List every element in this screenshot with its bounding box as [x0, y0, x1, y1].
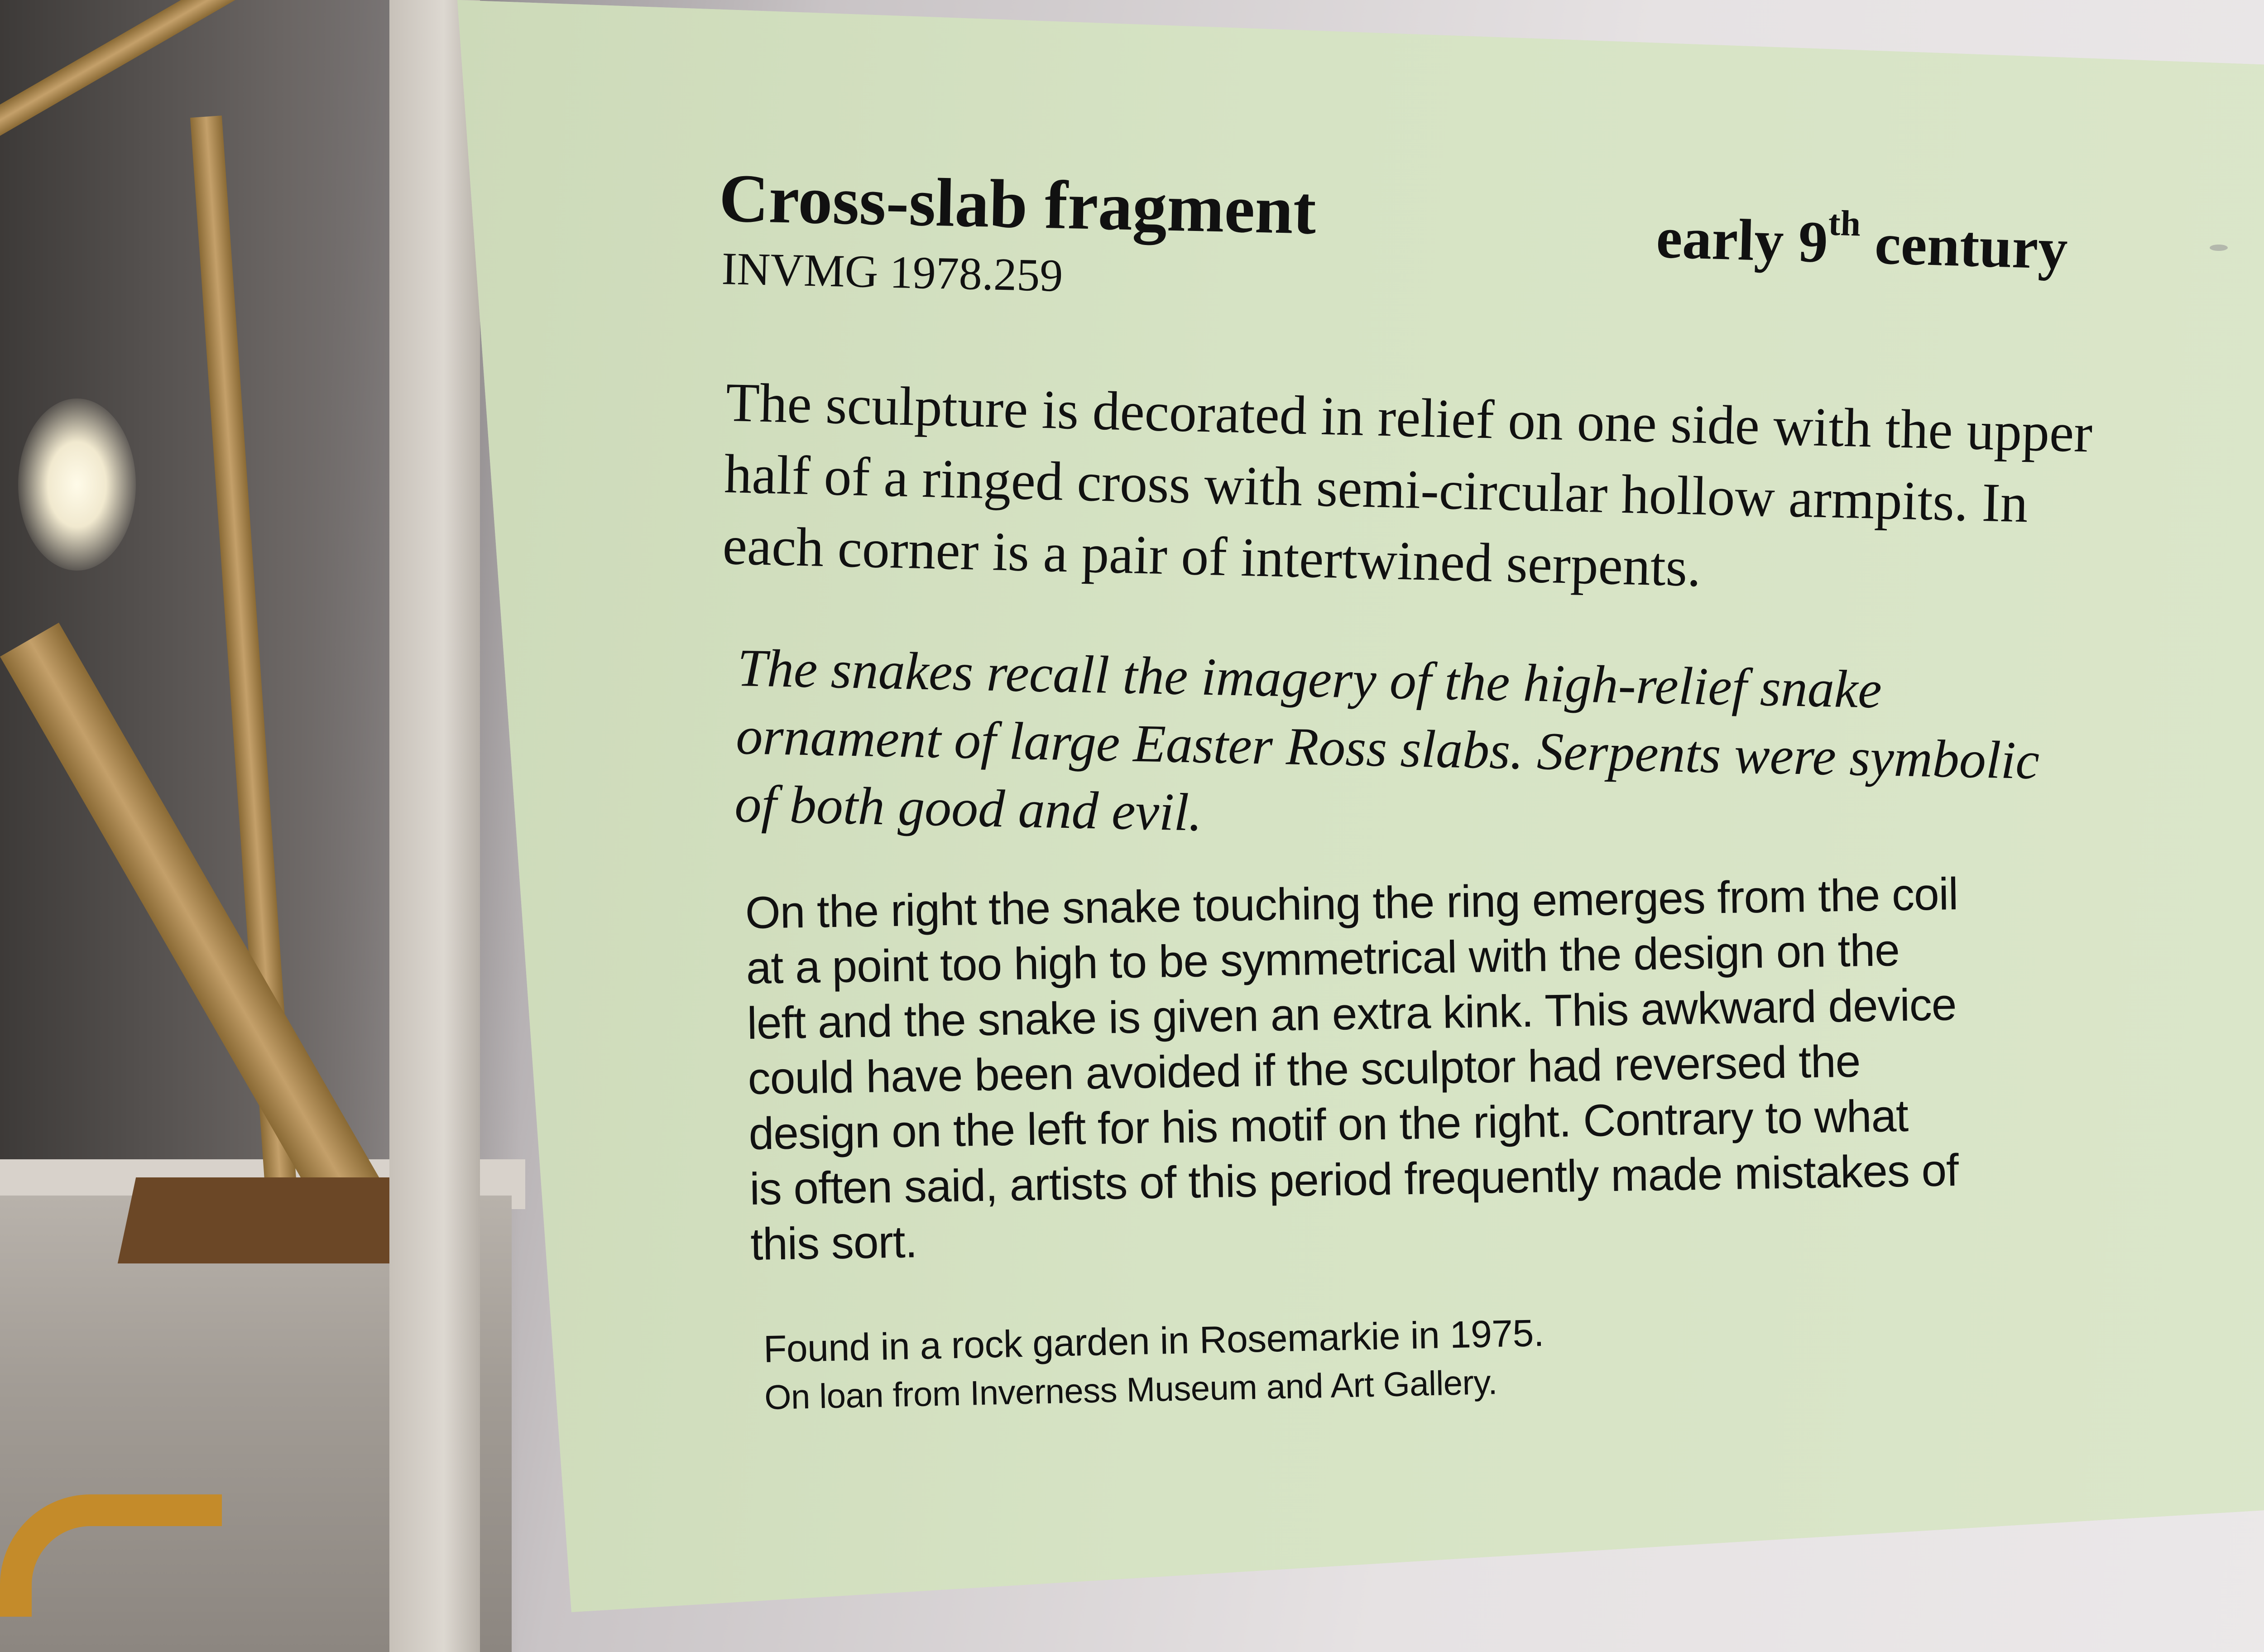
lamp-light: [18, 399, 136, 571]
paragraph-line: The snakes recall the imagery of the high-relief snake: [737, 638, 1882, 720]
paragraph-line: ornament of large Easter Ross slabs. Serpents were symbolic: [735, 706, 2040, 791]
paragraph-line: left and the snake is given an extra kink. This awkward device: [746, 979, 1957, 1049]
paragraph-line: could have been avoided if the sculptor had reversed the: [747, 1036, 1861, 1104]
date-superscript: th: [1828, 203, 1861, 244]
date-prefix: early 9: [1655, 205, 1829, 275]
interpretation-paragraph: [734, 634, 2041, 863]
display-board-edge: [389, 0, 480, 1652]
paragraph-line: this sort.: [750, 1216, 918, 1270]
catalog-number: INVMG 1978.259: [721, 243, 1064, 302]
paragraph-line: of both good and evil.: [734, 773, 1203, 842]
paragraph-line: design on the left for his motif on the right. Contrary to what: [748, 1090, 1909, 1159]
loan-note: On loan from Inverness Museum and Art Gallery.: [764, 1363, 1498, 1417]
date-label: [1655, 204, 2069, 283]
date-suffix: century: [1859, 211, 2069, 282]
paragraph-line: The sculpture is decorated in relief on one side with the upper: [725, 371, 2093, 464]
provenance-text: Found in a rock garden in Rosemarkie in 1975.: [763, 1311, 1545, 1370]
paragraph-line: half of a ringed cross with semi-circular hollow armpits. In: [724, 443, 2029, 534]
paragraph-line: is often said, artists of this period frequently made mistakes of: [749, 1144, 1959, 1215]
wall-mark: [2210, 245, 2228, 251]
analysis-paragraph: [745, 866, 1963, 1272]
paragraph-line: at a point too high to be symmetrical with the design on the: [745, 924, 1900, 994]
paragraph-line: On the right the snake touching the ring emerges from the coil: [745, 868, 1958, 938]
label-title: Cross-slab fragment: [718, 159, 1317, 249]
provenance-block: [763, 1308, 1545, 1422]
description-paragraph: [722, 367, 2093, 612]
paragraph-line: each corner is a pair of intertwined serpents.: [722, 514, 1702, 598]
